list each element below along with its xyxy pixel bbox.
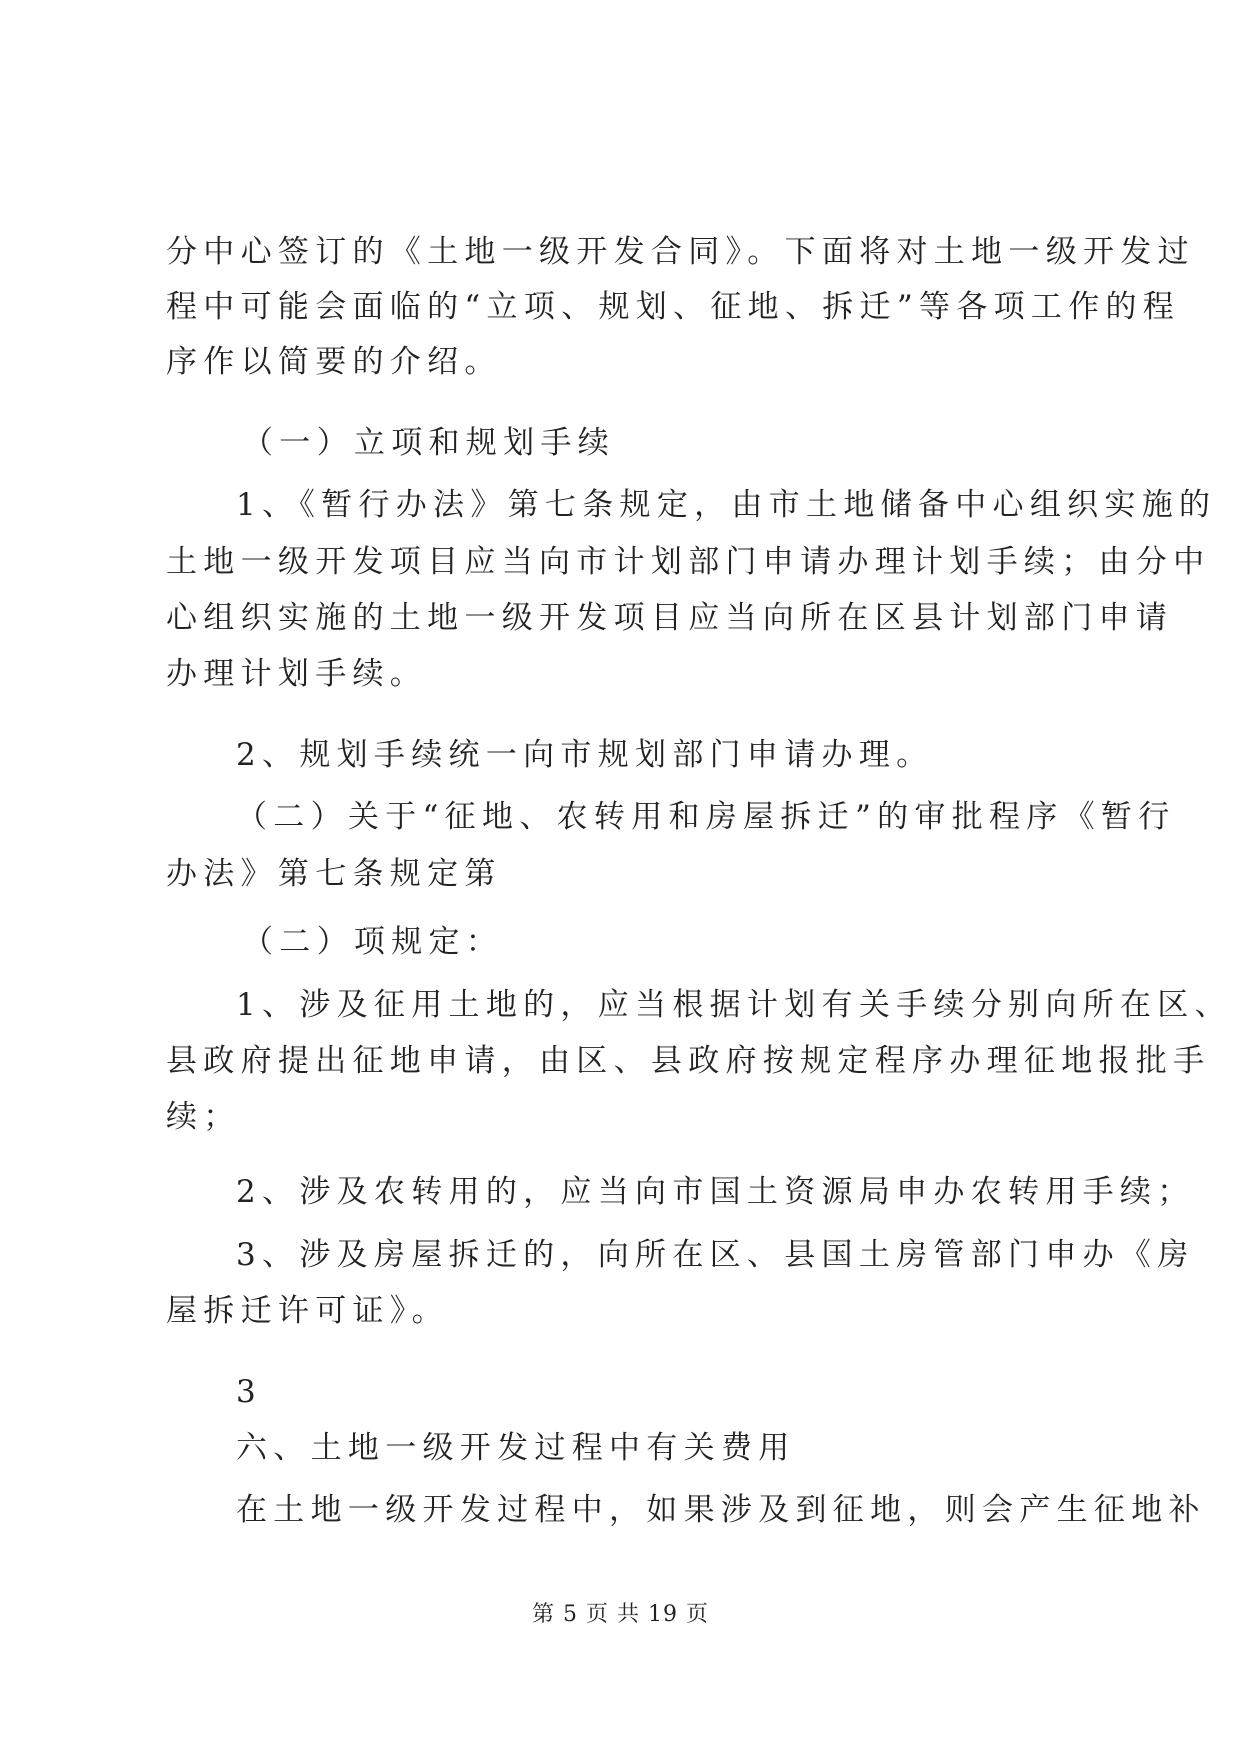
text-line-5: 1、《暂行办法》第七条规定，由市土地储备中心组织实施的 <box>236 487 1217 523</box>
text-line-18: 屋拆迁许可证》。 <box>166 1293 449 1329</box>
text-line-3: 序作以简要的介绍。 <box>166 344 502 380</box>
text-line-21: 在土地一级开发过程中，如果涉及到征地，则会产生征地补 <box>236 1492 1206 1528</box>
text-line-8: 办理计划手续。 <box>166 656 428 692</box>
text-line-16: 2、涉及农转用的，应当向市国土资源局申办农转用手续； <box>236 1174 1195 1210</box>
text-line-14: 县政府提出征地申请，由区、县政府按规定程序办理征地报批手 <box>166 1043 1211 1079</box>
page-number-in-text: 3 <box>236 1374 263 1410</box>
text-line-17: 3、涉及房屋拆迁的，向所在区、县国土房管部门申办《房 <box>236 1237 1195 1273</box>
section-heading-3: 六、土地一级开发过程中有关费用 <box>236 1430 796 1466</box>
section-heading-2: （二）关于“征地、农转用和房屋拆迁”的审批程序《暂行 <box>236 799 1176 835</box>
text-line-13: 1、涉及征用土地的，应当根据计划有关手续分别向所在区、 <box>236 987 1232 1023</box>
text-line-12: （二）项规定： <box>242 924 504 960</box>
text-line-1: 分中心签订的《土地一级开发合同》。下面将对土地一级开发过 <box>166 234 1195 270</box>
page-footer: 第 5 页 共 19 页 <box>532 1602 709 1627</box>
section-heading-1: （一）立项和规划手续 <box>242 425 615 461</box>
text-line-11: 办法》第七条规定第 <box>166 856 502 892</box>
text-line-7: 心组织实施的土地一级开发项目应当向所在区县计划部门申请 <box>166 600 1174 636</box>
text-line-15: 续； <box>166 1099 241 1135</box>
text-line-6: 土地一级开发项目应当向市计划部门申请办理计划手续；由分中 <box>166 544 1211 580</box>
text-line-9: 2、规划手续统一向市规划部门申请办理。 <box>236 737 934 773</box>
text-line-2: 程中可能会面临的“立项、规划、征地、拆迁”等各项工作的程 <box>166 289 1181 325</box>
